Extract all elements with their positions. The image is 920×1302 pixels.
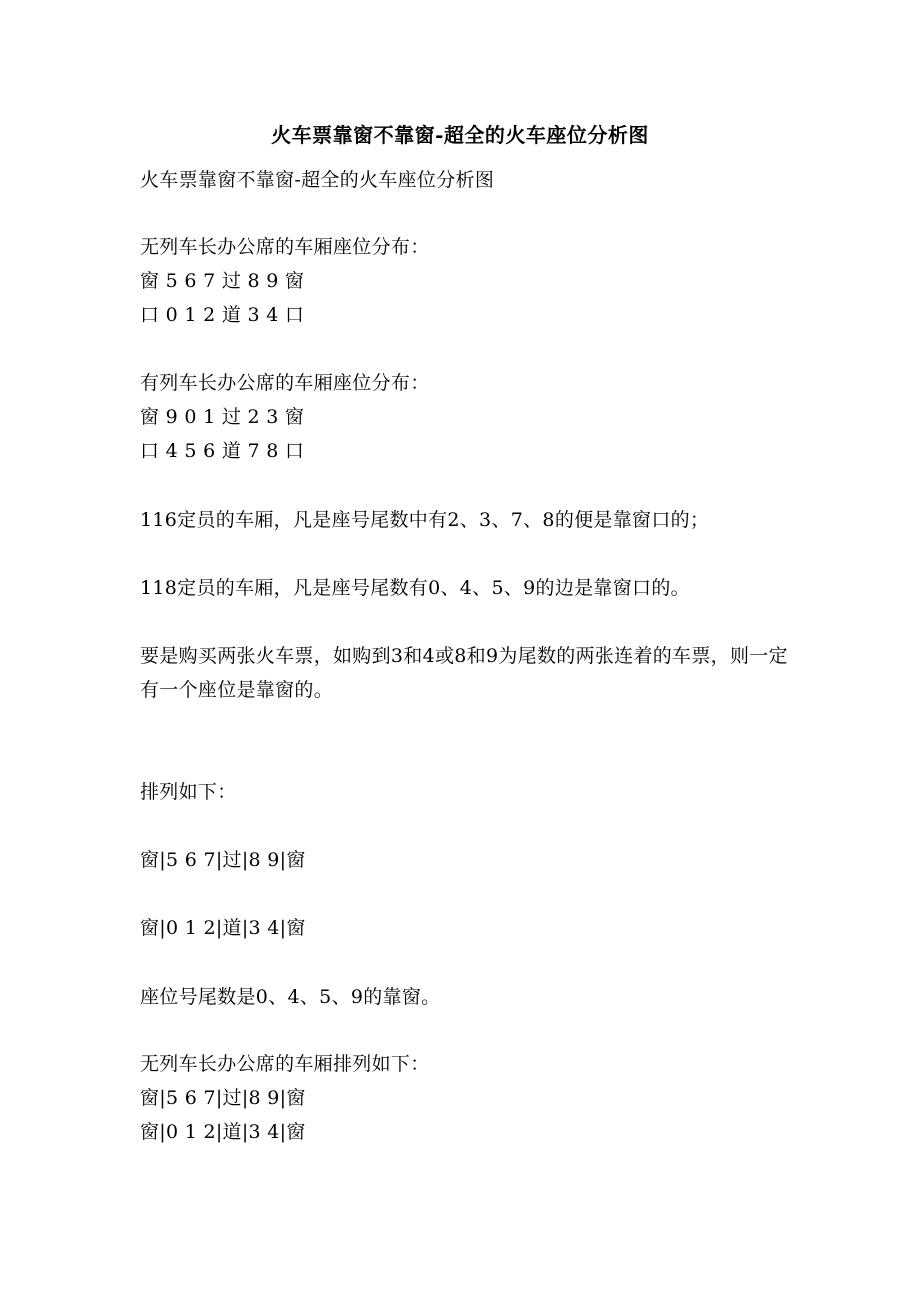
tip-paragraph: 要是购买两张火车票，如购到3和4或8和9为尾数的两张连着的车票，则一定有一个座位是靠窗的。	[140, 645, 788, 701]
arrangement-note: 座位号尾数是0、4、5、9的靠窗。	[140, 986, 441, 1008]
rule-116-paragraph: 116定员的车厢，凡是座号尾数中有2、3、7、8的便是靠窗口的；	[140, 509, 710, 531]
section3-heading: 无列车长办公席的车厢排列如下：	[140, 1053, 430, 1075]
rule-118-paragraph: 118定员的车厢，凡是座号尾数有0、4、5、9的边是靠窗口的。	[140, 577, 690, 599]
document-subtitle: 火车票靠窗不靠窗-超全的火车座位分析图	[140, 169, 495, 191]
section1-seat-row-1: 窗 5 6 7 过 8 9 窗	[140, 270, 305, 292]
arrangement-row-1: 窗|5 6 7|过|8 9|窗	[140, 849, 306, 871]
section2-heading: 有列车长办公席的车厢座位分布：	[140, 372, 430, 394]
section2-seat-row-1: 窗 9 0 1 过 2 3 窗	[140, 406, 305, 428]
arrangement-heading: 排列如下：	[140, 781, 237, 803]
section1-seat-row-2: 口 0 1 2 道 3 4 口	[140, 304, 305, 326]
section2-seat-row-2: 口 4 5 6 道 7 8 口	[140, 440, 305, 462]
section3-seat-row-2: 窗|0 1 2|道|3 4|窗	[140, 1121, 306, 1143]
arrangement-row-2: 窗|0 1 2|道|3 4|窗	[140, 917, 306, 939]
section1-heading: 无列车长办公席的车厢座位分布：	[140, 236, 430, 258]
section3-seat-row-1: 窗|5 6 7|过|8 9|窗	[140, 1087, 306, 1109]
document-title: 火车票靠窗不靠窗-超全的火车座位分析图	[271, 123, 649, 147]
